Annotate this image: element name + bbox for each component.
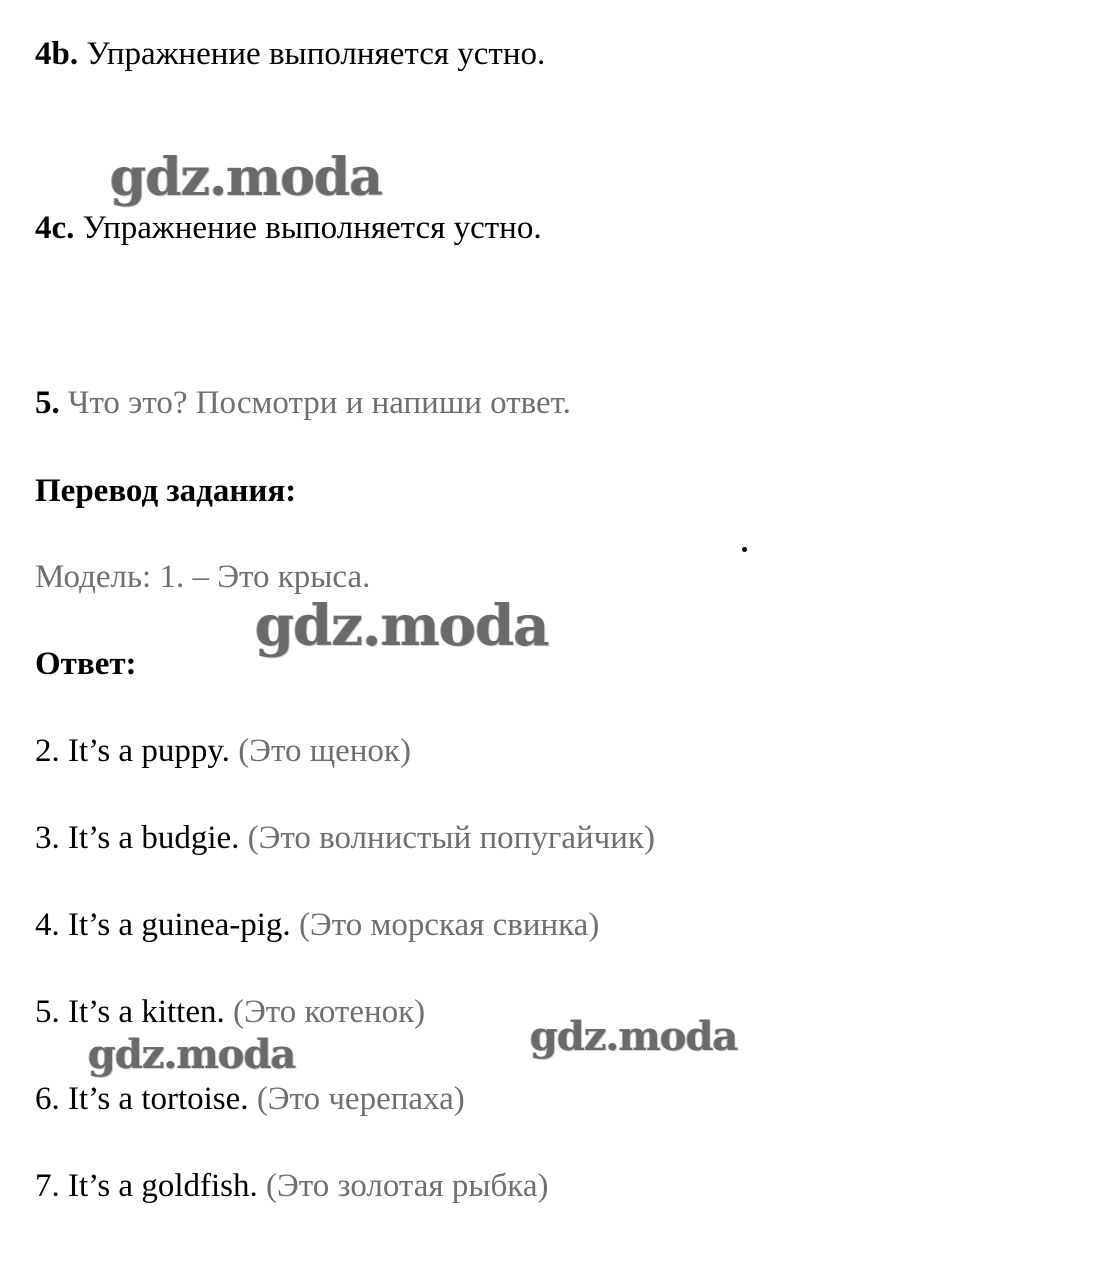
answer-en: 2. It’s a puppy.: [35, 733, 230, 769]
watermark: gdz.moda: [255, 593, 549, 659]
answer-line: [35, 1083, 465, 1116]
exercise-5-label: 5.: [35, 385, 60, 421]
answer-ru: (Это котенок): [232, 994, 426, 1030]
answer-ru: (Это черепаха): [256, 1081, 465, 1117]
exercise-4b-text: Упражнение выполняется устно.: [86, 36, 546, 72]
answer-ru: (Это морская свинка): [298, 907, 600, 943]
watermark: gdz.moda: [530, 1013, 738, 1060]
answer-en: 5. It’s a kitten.: [35, 994, 225, 1030]
answer-en: 4. It’s a guinea-pig.: [35, 907, 291, 943]
exercise-5-text: Что это? Посмотри и напиши ответ.: [68, 385, 571, 421]
answer-heading: Ответ:: [35, 646, 137, 682]
exercise-4b: [35, 38, 545, 71]
answer-line: [35, 909, 599, 942]
model-text: Модель: 1. – Это крыса.: [35, 559, 371, 595]
dot-mark: [742, 547, 747, 552]
answer-ru: (Это волнистый попугайчик): [247, 820, 655, 856]
translation-heading: Перевод задания:: [35, 473, 297, 509]
exercise-4c-text: Упражнение выполняется устно.: [82, 210, 542, 246]
exercise-4c-label: 4c.: [35, 210, 75, 246]
answer-ru: (Это щенок): [238, 733, 411, 769]
watermark: gdz.moda: [88, 1031, 296, 1078]
answer-ru: (Это золотая рыбка): [265, 1168, 549, 1204]
exercise-5: [35, 387, 571, 420]
answer-line: [35, 996, 425, 1029]
exercise-4b-label: 4b.: [35, 36, 79, 72]
answer-line: [35, 735, 411, 768]
answer-en: 6. It’s a tortoise.: [35, 1081, 249, 1117]
answer-en: 7. It’s a goldfish.: [35, 1168, 258, 1204]
watermark: gdz.moda: [110, 147, 383, 208]
answer-line: [35, 822, 655, 855]
exercise-4c: [35, 212, 542, 245]
answer-line: [35, 1170, 548, 1203]
answer-en: 3. It’s a budgie.: [35, 820, 240, 856]
